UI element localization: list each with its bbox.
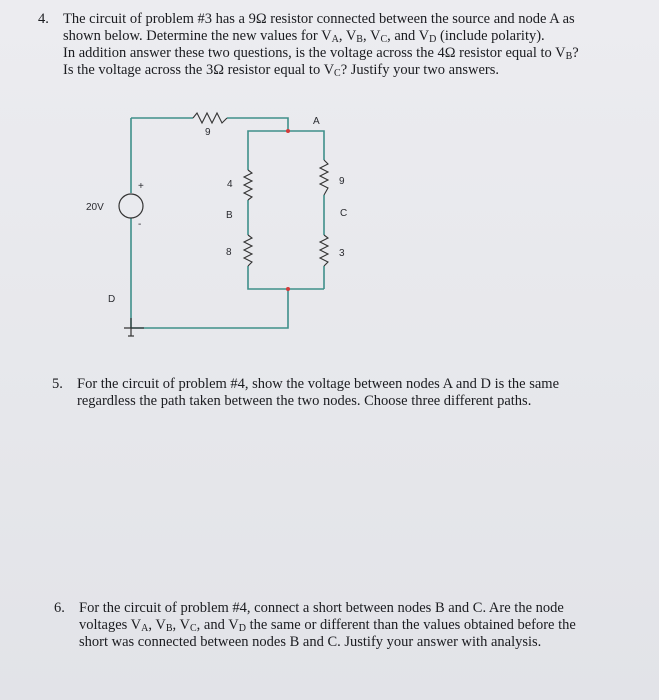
wire-bottom xyxy=(131,289,288,328)
text-segment: , V xyxy=(172,617,190,633)
text-segment: voltages V xyxy=(79,617,142,633)
problem-6-line-3: short was connected between nodes B and C. Justify your answer with analysis. xyxy=(79,634,542,650)
subscript: B xyxy=(165,623,173,634)
subscript: B xyxy=(565,51,573,62)
subscript: D xyxy=(429,34,437,45)
ground-icon xyxy=(124,318,144,336)
problem-4-number: 4. xyxy=(38,11,49,27)
problem-6-line-2 xyxy=(79,617,576,634)
node-a-dot xyxy=(286,129,290,133)
problem-5-number: 5. xyxy=(52,376,63,392)
node-d-label: D xyxy=(108,294,116,305)
r-3-label: 3 xyxy=(339,248,345,259)
text-segment: ? xyxy=(572,45,579,61)
text-segment: , V xyxy=(338,28,357,44)
text-segment: the same or different than the values obtained before the xyxy=(245,617,576,633)
node-b-label: B xyxy=(226,210,233,221)
r-series-label: 9 xyxy=(205,127,211,138)
wire-bottom-branch xyxy=(248,266,324,289)
subscript: A xyxy=(331,34,339,45)
source-label: 20V xyxy=(86,202,104,213)
resistor-3 xyxy=(320,235,328,266)
wire-top-right xyxy=(227,118,288,131)
r-9-label: 9 xyxy=(339,176,345,187)
wire-node-a xyxy=(248,131,324,160)
node-d-dot xyxy=(286,287,290,291)
subscript: C xyxy=(334,68,341,79)
node-a-label: A xyxy=(313,116,320,127)
problem-6-line-1: For the circuit of problem #4, connect a short between nodes B and C. Are the node xyxy=(79,600,564,616)
problem-5-line-2: regardless the path taken between the two nodes. Choose three different paths. xyxy=(77,393,532,409)
resistor-4 xyxy=(244,170,252,200)
node-c-label: C xyxy=(340,208,348,219)
problem-6 xyxy=(54,600,634,660)
text-segment: , V xyxy=(148,617,166,633)
r-8-label: 8 xyxy=(226,247,232,258)
resistor-series-9 xyxy=(193,113,227,123)
resistor-9-right xyxy=(320,160,328,195)
text-segment: shown below. Determine the new values for V xyxy=(63,28,332,44)
source-minus-sign: - xyxy=(138,219,142,230)
text-segment: (include polarity). xyxy=(436,28,545,44)
circuit-wires xyxy=(131,118,324,328)
subscript: B xyxy=(356,34,363,45)
problem-4-line-1: The circuit of problem #3 has a 9Ω resistor connected between the source and node A as xyxy=(63,11,575,27)
text-segment: , and V xyxy=(387,28,430,44)
problem-6-number: 6. xyxy=(54,600,65,616)
voltage-source xyxy=(119,194,143,218)
text-segment: In addition answer these two questions, is the voltage across the 4Ω resistor equal to V xyxy=(63,45,566,61)
subscript: C xyxy=(380,34,388,45)
subscript: C xyxy=(190,623,197,634)
subscript: D xyxy=(238,623,246,634)
text-segment: Is the voltage across the 3Ω resistor equal to V xyxy=(63,62,335,78)
text-segment: , V xyxy=(362,28,381,44)
problem-5-line-1: For the circuit of problem #4, show the voltage between nodes A and D is the same xyxy=(77,376,560,392)
subscript: A xyxy=(141,623,149,634)
resistor-8 xyxy=(244,235,252,266)
problem-5 xyxy=(52,376,632,416)
source-plus-sign: + xyxy=(138,181,144,192)
text-segment: , and V xyxy=(196,617,239,633)
r-4-label: 4 xyxy=(227,179,233,190)
text-segment: ? Justify your two answers. xyxy=(340,62,499,78)
